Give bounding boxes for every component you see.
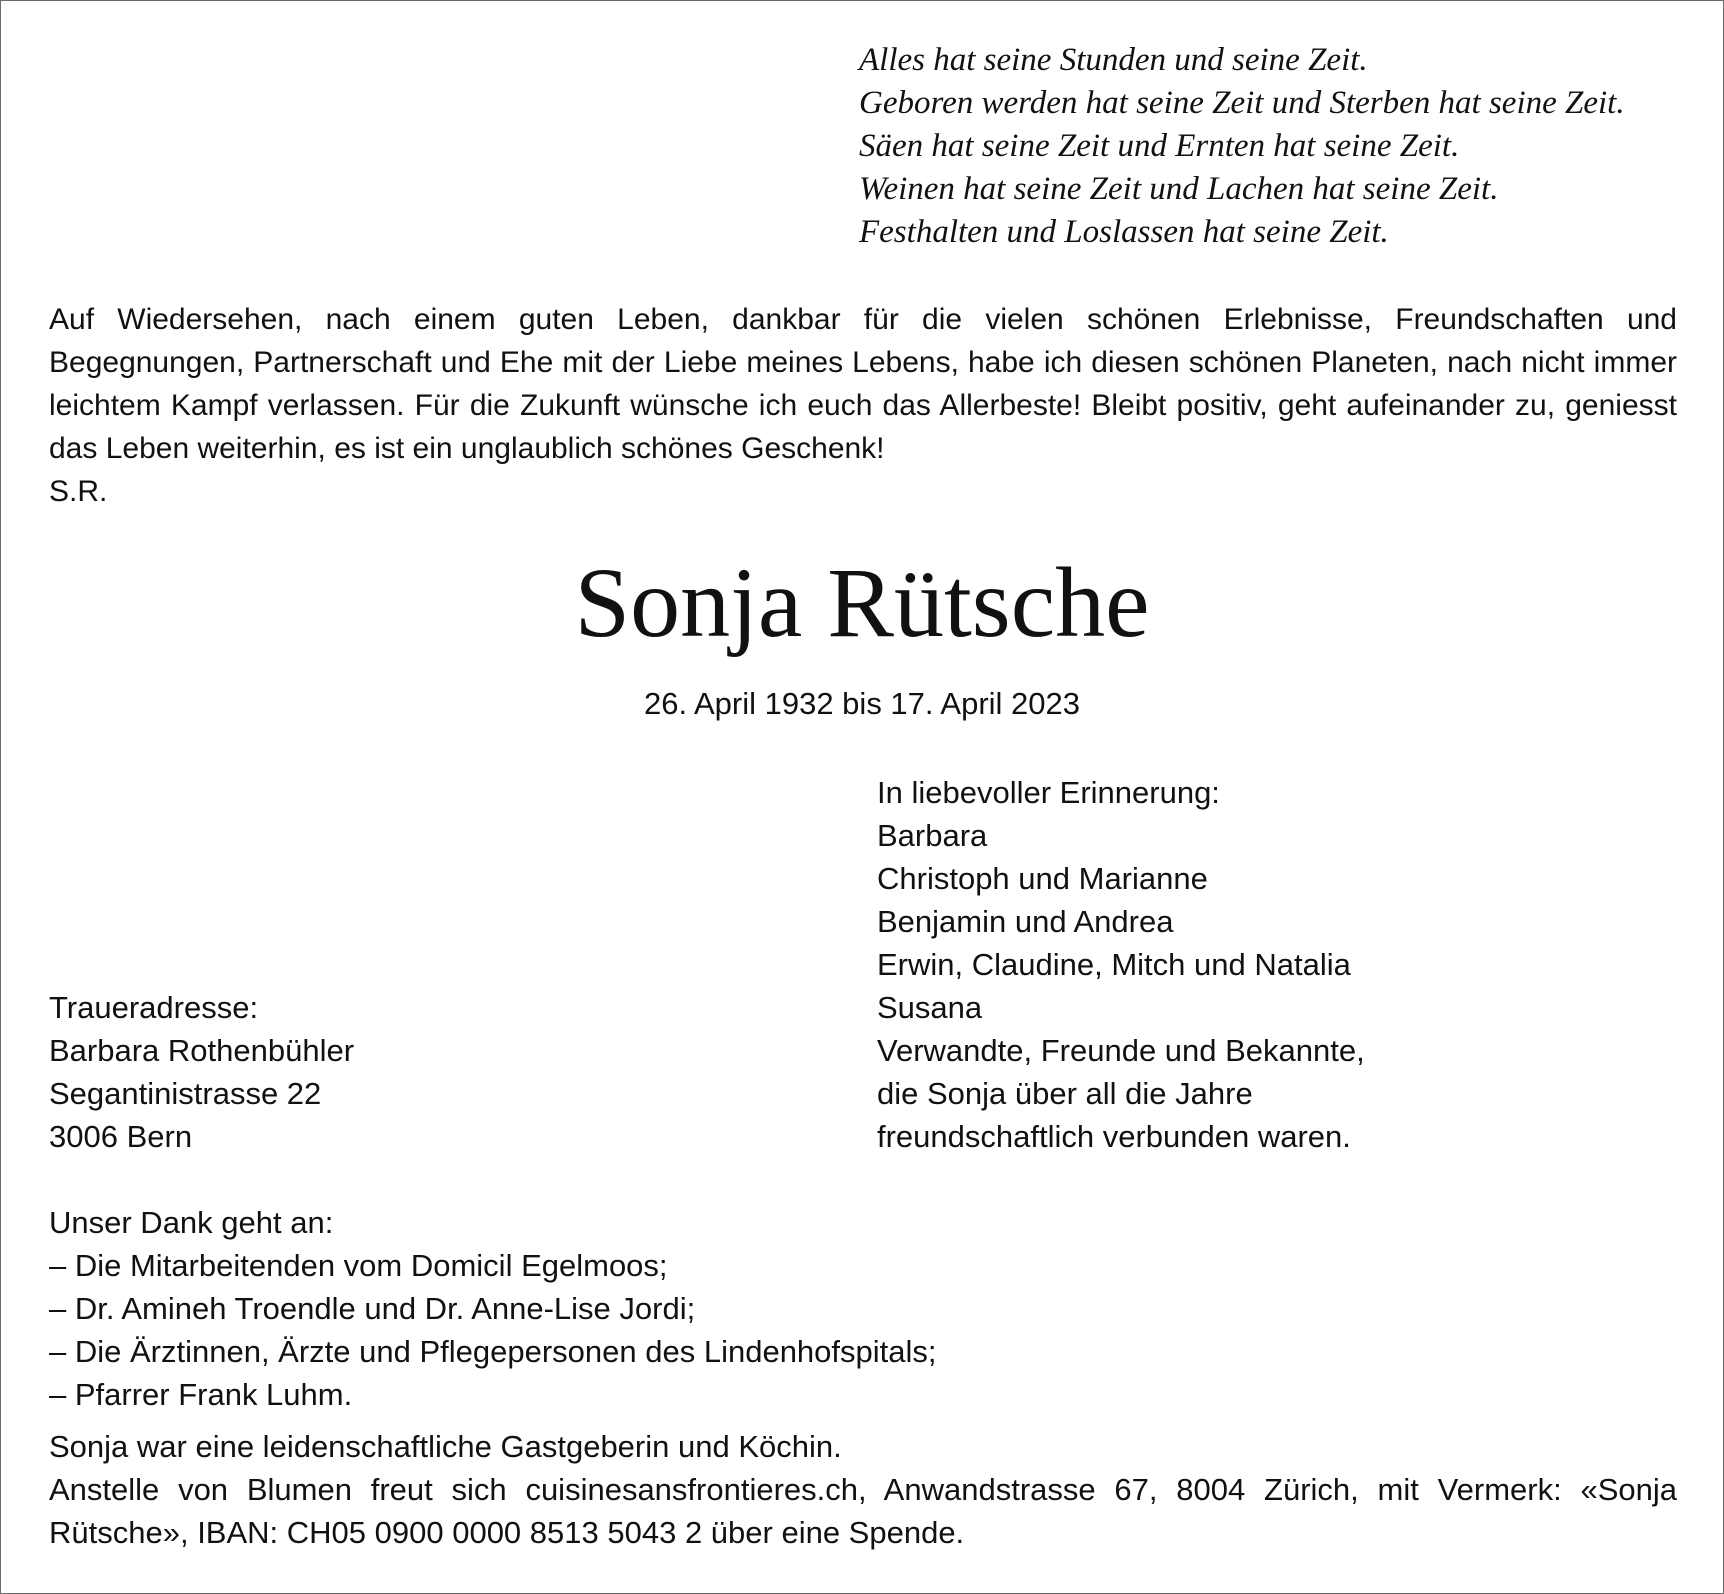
thanks-item: – Die Mitarbeitenden vom Domicil Egelmoos; <box>49 1248 668 1283</box>
poem-line: Weinen hat seine Zeit und Lachen hat seine Zeit. <box>859 171 1499 207</box>
address-line: Segantinistrasse 22 <box>49 1076 322 1111</box>
mourners-list <box>877 771 1365 1158</box>
address-heading: Traueradresse: <box>49 990 259 1025</box>
donation-note <box>49 1425 1677 1554</box>
mourner-entry: freundschaftlich verbunden waren. <box>877 1119 1351 1154</box>
poem-line: Festhalten und Loslassen hat seine Zeit. <box>859 214 1389 250</box>
closing-line: Sonja war eine leidenschaftliche Gastgeberin und Köchin. <box>49 1429 842 1464</box>
mourner-entry: Erwin, Claudine, Mitch und Natalia <box>877 947 1351 982</box>
mourner-entry: Christoph und Marianne <box>877 861 1208 896</box>
mourner-entry: die Sonja über all die Jahre <box>877 1076 1253 1111</box>
life-dates: 26. April 1932 bis 17. April 2023 <box>643 686 1081 721</box>
deceased-name: Sonja Rütsche <box>574 547 1150 658</box>
mourner-entry: Benjamin und Andrea <box>877 904 1174 939</box>
mourner-entry: Verwandte, Freunde und Bekannte, <box>877 1033 1365 1068</box>
poem-line: Säen hat seine Zeit und Ernten hat seine Zeit. <box>859 128 1460 164</box>
mourner-entry: Susana <box>877 990 983 1025</box>
thanks-heading: Unser Dank geht an: <box>49 1205 334 1240</box>
acknowledgements <box>49 1201 937 1416</box>
address-line: Barbara Rothenbühler <box>49 1033 355 1068</box>
closing-line: Anstelle von Blumen freut sich cuisinesansfrontieres.ch, Anwandstrasse 67, 8004 Zürich, mit Vermerk: «Sonja <box>49 1472 1677 1507</box>
poem-verse <box>859 39 1625 254</box>
mourners-heading: In liebevoller Erinnerung: <box>877 775 1220 810</box>
poem-line: Alles hat seine Stunden und seine Zeit. <box>859 42 1368 78</box>
farewell-signature: S.R. <box>49 475 108 508</box>
thanks-item: – Pfarrer Frank Luhm. <box>49 1377 353 1412</box>
poem-line: Geboren werden hat seine Zeit und Sterben hat seine Zeit. <box>859 85 1625 121</box>
farewell-message: Auf Wiedersehen, nach einem guten Leben, dankbar für die vielen schönen Erlebnisse, Freundschaften und Begegnungen, Partnerschaft und Ehe mit der Liebe meines Lebens, habe ich diesen schönen Planeten, nach nicht immer leichtem Kampf verlassen. Für die Zukunft wünsche ich euch das Allerbeste! Bleibt positiv, geht aufeinander zu, geniesst das Leben weiterhin, es ist ein unglaublich schönes Geschenk! <box>49 303 1677 465</box>
closing-line: Rütsche», IBAN: CH05 0900 0000 8513 5043 2 über eine Spende. <box>49 1515 965 1550</box>
thanks-item: – Dr. Amineh Troendle und Dr. Anne-Lise Jordi; <box>49 1291 696 1326</box>
mourning-address <box>49 986 354 1158</box>
thanks-item: – Die Ärztinnen, Ärzte und Pflegepersonen des Lindenhofspitals; <box>49 1334 937 1369</box>
mourner-entry: Barbara <box>877 818 988 853</box>
address-line: 3006 Bern <box>49 1119 193 1154</box>
